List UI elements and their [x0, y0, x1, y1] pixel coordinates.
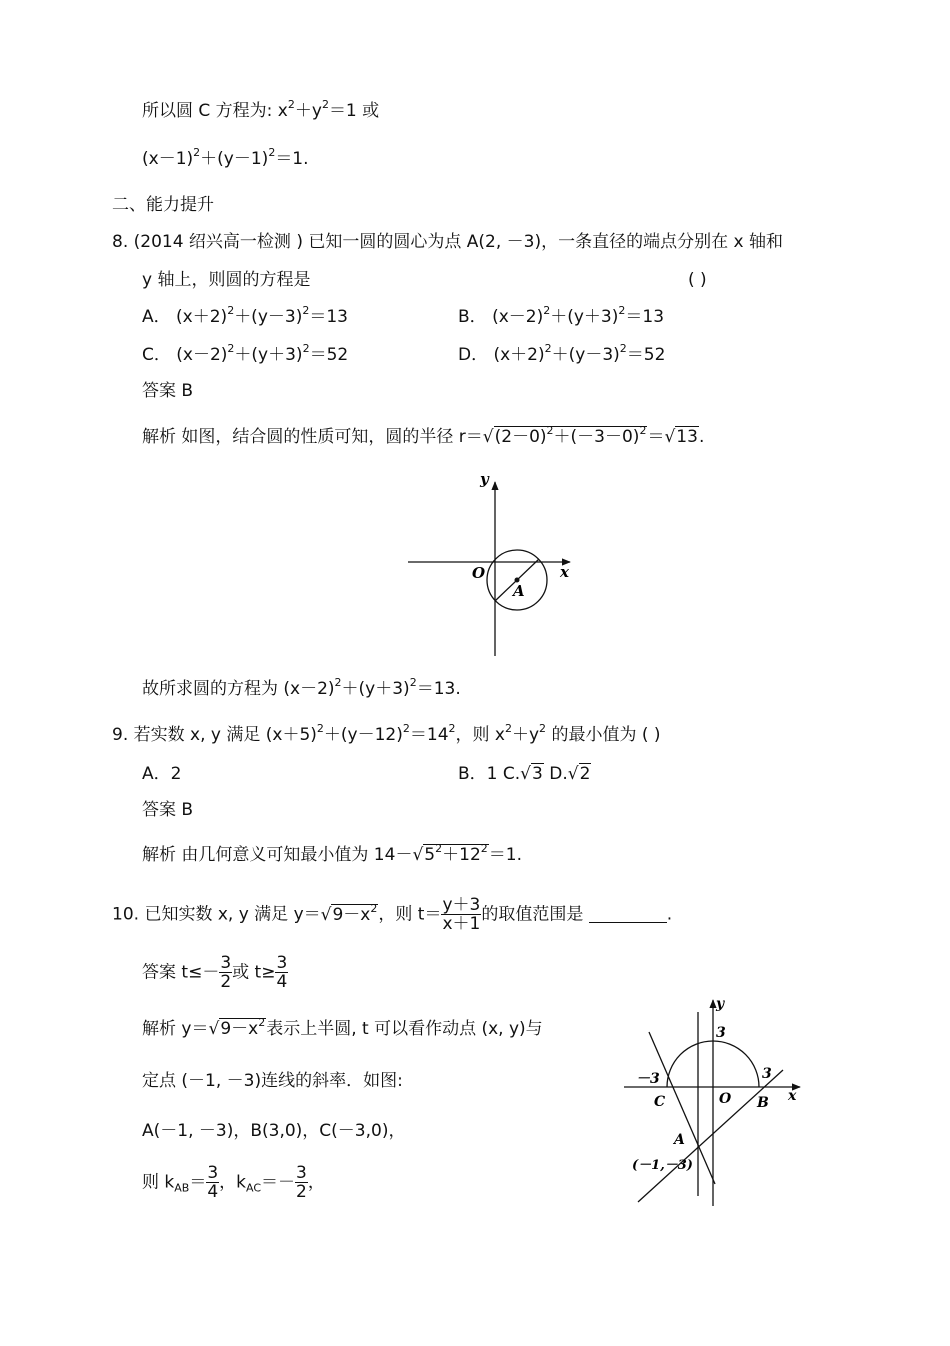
text-line-circle-eq-2: $(x-1)^2+(y-1)^2=1$. — [142, 146, 309, 169]
q8-option-d: D． $(x+2)^2+(y-3)^2=52$ — [458, 342, 666, 365]
q8-option-a: A． $(x+2)^2+(y-3)^2=13$ — [142, 304, 348, 327]
label-o: O — [719, 1091, 732, 1107]
fraction: $\frac{3}{4}$ — [207, 1163, 219, 1202]
q8-conclusion: 故所求圆的方程为 $(x-2)^2+(y+3)^2=13$. — [142, 676, 461, 699]
sqrt-expression: $√9-x^2$ — [320, 901, 378, 925]
q10-solution-line3: A(－1, －3)，B(3,0)，C(－3,0)， — [142, 1121, 406, 1141]
label-a: A — [513, 582, 525, 600]
line-ab — [638, 1070, 783, 1202]
label-x: x — [788, 1088, 797, 1104]
q9-solution: 解析 由几何意义可知最小值为 $14-√5^2+12^2=1$. — [142, 842, 522, 865]
q10-answer: 答案 t≤－ $\frac{3}{2}$ 或 t≥ $\frac{3}{4}$ — [142, 953, 288, 992]
q10-solution-line2: 定点 (－1, －3)连线的斜率．如图: — [142, 1071, 403, 1091]
fraction: $\frac{3}{4}$ — [276, 953, 288, 992]
label-x: x — [560, 563, 569, 581]
q10-solution-line1: 解析 $y=√9-x^2$表示上半圆, t 可以看作动点 (x, y)与 — [142, 1016, 543, 1039]
q8-option-c: C． $(x-2)^2+(y+3)^2=52$ — [142, 342, 349, 365]
q9-option-a: A．2 — [142, 764, 182, 784]
sqrt-3: √3 — [520, 764, 543, 784]
sqrt-expression: $√(2-0)^2+(-3-0)^2$ — [482, 424, 647, 447]
answer-blank — [589, 906, 667, 923]
fraction: $\frac{3}{2}$ — [220, 953, 232, 992]
label-b: B — [757, 1095, 769, 1111]
sqrt-expression: $√5^2+12^2$ — [412, 842, 488, 865]
q10-figure — [618, 994, 818, 1208]
q9-stem: 9. 若实数 x, y 满足 $(x+5)^2+(y-12)^2=14^2$，则 $x^2+y^2$ 的最小值为 ( ) — [112, 722, 661, 745]
q9-answer: 答案 B — [142, 800, 194, 820]
fraction: $\frac{y+3}{x+1}$ — [442, 895, 481, 934]
label-a: A — [674, 1132, 685, 1148]
label-a-coords: (－1,－3) — [632, 1158, 693, 1173]
sqrt-expression: $√9-x^2$ — [208, 1016, 266, 1039]
label-3-right: 3 — [762, 1066, 772, 1082]
section-heading: 二、能力提升 — [112, 195, 214, 215]
label-y: y — [480, 470, 489, 488]
q10-stem: 10. 已知实数 x, y 满足 $y=√9-x^2$，则 t＝ $\frac{y+3}{x+1}$ 的取值范围是 . — [112, 895, 673, 934]
q8-stem-line2: y 轴上，则圆的方程是 — [142, 270, 311, 290]
sqrt-13: √13 — [664, 427, 698, 447]
label-y: y — [716, 996, 725, 1012]
label-neg3: －3 — [636, 1071, 660, 1087]
sqrt-2: √2 — [567, 764, 591, 784]
q8-answer-paren: ( ) — [688, 270, 707, 290]
q8-stem-line1: 8. (2014 绍兴高一检测 ) 已知一圆的圆心为点 A(2, －3)，一条直径的端点分别在 x 轴和 — [112, 232, 783, 252]
q8-figure — [400, 468, 590, 660]
q9-options-bcd: B．1 C.√3 D.√2 — [458, 764, 591, 784]
q8-answer: 答案 B — [142, 381, 194, 401]
label-3-top: 3 — [716, 1025, 726, 1041]
label-c: C — [654, 1094, 666, 1110]
label-o: O — [472, 564, 486, 582]
q8-option-b: B． $(x-2)^2+(y+3)^2=13$ — [458, 304, 665, 327]
q8-solution: 解析 如图，结合圆的性质可知，圆的半径 $r=√(2-0)^2+(-3-0)^2=√13$. — [142, 424, 705, 447]
fraction: $\frac{3}{2}$ — [296, 1163, 307, 1202]
q10-solution-line4: 则 $k_{AB}=$ $\frac{3}{4}$ ，$k_{AC}=-$ $\frac{3}{2}$ ， — [142, 1163, 325, 1202]
text-line-circle-eq: 所以圆 C 方程为: $x^2+y^2=1$ 或 — [142, 98, 380, 121]
